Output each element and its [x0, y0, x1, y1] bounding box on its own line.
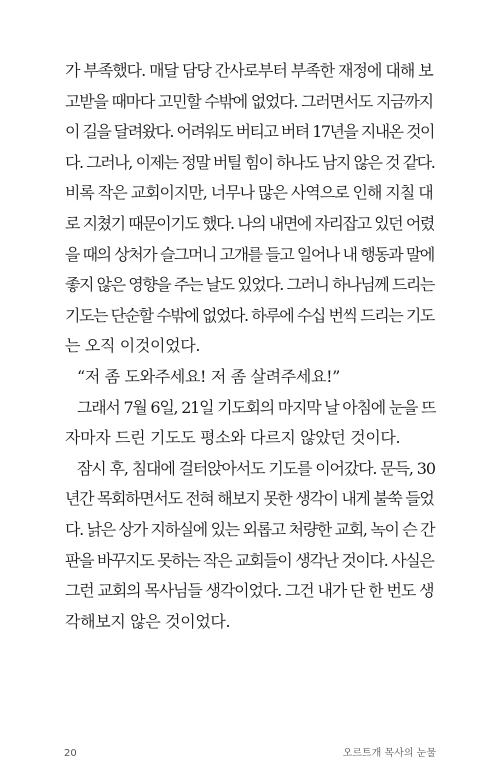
text-line: 좋지 않은 영향을 주는 날도 있었다. 그러니 하나님께 드리는 [65, 275, 434, 295]
body-text [65, 56, 435, 637]
text-line: 비록 작은 교회이지만, 너무나 많은 사역으로 인해 지칠 대 [65, 183, 433, 203]
text-line: 년간 목회하면서도 전혀 해보지 못한 생각이 내게 불쑥 들었 [65, 489, 434, 509]
text-line: 고받을 때마다 고민할 수밖에 없었다. 그러면서도 지금까지 [65, 91, 433, 111]
text-line: 자마자 드린 기도도 평소와 다르지 않았던 것이다. [65, 428, 401, 448]
quote-line: “저 좀 도와주세요! 저 좀 살려주세요!” [77, 366, 340, 386]
text-line: 각해보지 않은 것이었다. [65, 611, 231, 631]
text-line: 로 지쳤기 때문이기도 했다. 나의 내면에 자리잡고 있던 어렸 [65, 213, 434, 233]
text-line: 그래서 7월 6일, 21일 기도회의 마지막 날 아침에 눈을 뜨 [77, 397, 436, 417]
running-footer-title: 오르트개 목사의 눈물 [342, 748, 436, 759]
text-line: 이 길을 달려왔다. 어려워도 버티고 버텨 17년을 지내온 것이 [65, 122, 434, 142]
text-line: 잠시 후, 침대에 걸터앉아서도 기도를 이어갔다. 문득, 30 [77, 458, 435, 478]
text-line: 다. 그러나, 이제는 정말 버틸 힘이 하나도 남지 않은 것 같다. [65, 152, 435, 172]
text-line: 을 때의 상처가 슬그머니 고개를 들고 일어나 내 행동과 말에 [65, 244, 434, 264]
text-line: 는 오직 이것이었다. [65, 336, 201, 356]
text-line: 판을 바꾸지도 못하는 작은 교회들이 생각난 것이다. 사실은 [65, 550, 434, 570]
text-line: 그런 교회의 목사님들 생각이었다. 그건 내가 단 한 번도 생 [65, 581, 434, 601]
text-line: 가 부족했다. 매달 담당 간사로부터 부족한 재정에 대해 보 [65, 61, 433, 80]
text-line: 기도는 단순할 수밖에 없었다. 하루에 수십 번씩 드리는 기도 [65, 305, 434, 325]
page-number: 20 [64, 748, 77, 759]
text-line: 다. 낡은 상가 지하실에 있는 외롭고 처량한 교회, 녹이 슨 간 [65, 519, 435, 539]
